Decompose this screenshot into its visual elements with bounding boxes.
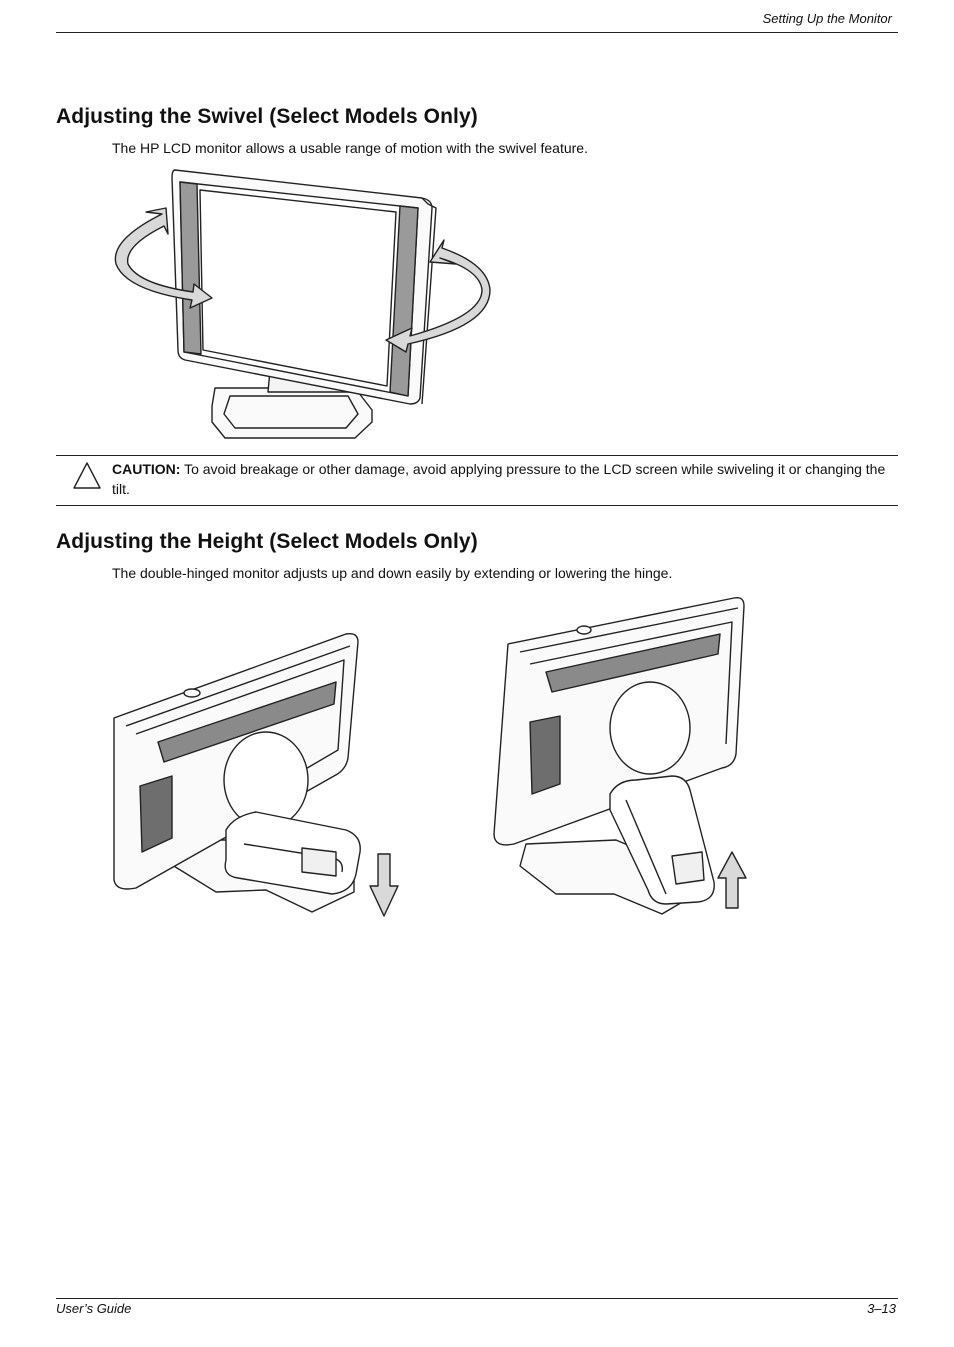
footer-rule [56,1298,898,1299]
section-heading-swivel: Adjusting the Swivel (Select Models Only) [56,105,478,128]
swivel-description: The HP LCD monitor allows a usable range of motion with the swivel feature. [112,140,588,156]
caution-top-rule [56,455,898,456]
height-description: The double-hinged monitor adjusts up and down easily by extending or lowering the hinge. [112,565,673,581]
footer-left: User’s Guide [56,1301,132,1316]
height-raised-illustration [486,594,766,924]
section-heading-height: Adjusting the Height (Select Models Only) [56,530,478,553]
page-number: 3–13 [867,1301,896,1316]
caution-note [112,459,898,499]
header-rule [56,32,898,33]
caution-body: To avoid breakage or other damage, avoid applying pressure to the LCD screen while swiveling it or changing the tilt. [112,461,886,497]
running-header: Setting Up the Monitor [762,11,892,26]
caution-icon [72,460,102,490]
height-lowered-illustration [106,630,406,920]
caution-bottom-rule [56,505,898,506]
caution-label: CAUTION: [112,461,181,477]
swivel-illustration [100,160,500,450]
